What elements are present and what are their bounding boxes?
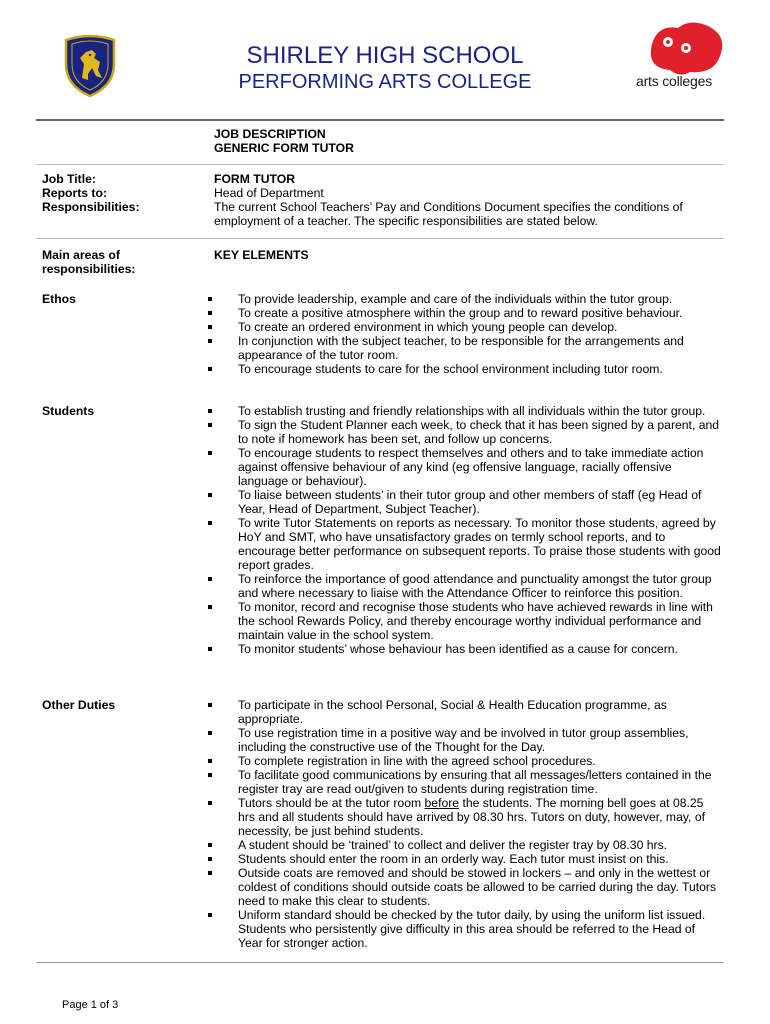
job-title-value: FORM TUTOR [214,172,296,186]
section-divider [36,164,724,165]
section-label-ethos: Ethos [42,292,76,306]
list-item: To establish trusting and friendly relationships with all individuals within the tutor group. [206,404,721,418]
list-item: Outside coats are removed and should be stowed in lockers – and only in the wettest or coldest of conditions should outside coats be allowed to be carried during the day. Tutors need to make this clear to students. [206,866,721,908]
list-item: Tutors should be at the tutor room before the students. The morning bell goes at 08.25 hrs and all students should have arrived by 08.30 hrs. Tutors on duty, however, may, of necessity, be just behind students. [206,796,721,838]
footer-divider [36,962,724,963]
logo-text: arts colleges [636,73,712,89]
bullet-icon [208,451,212,455]
key-elements-label: KEY ELEMENTS [214,248,309,262]
section-label-students: Students [42,404,95,418]
bullet-icon [208,409,212,413]
list-item: A student should be ‘trained’ to collect and deliver the register tray by 08.30 hrs. [206,838,721,852]
reports-to-value: Head of Department [214,186,324,200]
bullet-icon [208,759,212,763]
bullet-icon [208,423,212,427]
bullet-icon [208,913,212,917]
list-item: To create a positive atmosphere within the group and to reward positive behaviour. [206,306,721,320]
bullet-icon [208,297,212,301]
bullet-icon [208,871,212,875]
main-areas-label: Main areas of responsibilities: [42,248,136,276]
bullet-icon [208,703,212,707]
ethos-list [206,292,721,376]
bullet-icon [208,577,212,581]
list-item: To participate in the school Personal, Social & Health Education programme, as appropriate. [206,698,721,726]
details-labels [42,172,140,214]
bullet-icon [208,521,212,525]
bullet-icon [208,647,212,651]
bullet-icon [208,311,212,315]
bullet-icon [208,843,212,847]
list-item: To use registration time in a positive way and be involved in tutor group assemblies, including the constructive use of the Thought for the Day. [206,726,721,754]
bullet-icon [208,325,212,329]
students-list [206,404,721,656]
list-item: To sign the Student Planner each week, to check that it has been signed by a parent, and to note if homework has been set, and follow up concerns. [206,418,721,446]
section-divider [36,238,724,239]
page-number: Page 1 of 3 [62,999,119,1011]
reports-to-label: Reports to: [42,186,107,200]
job-title-label: Job Title: [42,172,96,186]
bullet-icon [208,493,212,497]
bullet-icon [208,605,212,609]
list-item: To complete registration in line with the agreed school procedures. [206,754,721,768]
list-item: To encourage students to respect themselves and others and to take immediate action against offensive behaviour of any kind (eg offensive language, racially offensive language or behaviour). [206,446,721,488]
list-item: To write Tutor Statements on reports as necessary. To monitor those students, agreed by HoY and SMT, who have unsatisfactory grades on termly school reports, and to encourage better performance on subsequent reports. To praise those students with good report grades. [206,516,721,572]
college-name: PERFORMING ARTS COLLEGE [238,71,532,93]
bullet-icon [208,801,212,805]
list-item: To liaise between students’ in their tutor group and other members of staff (eg Head of Year, Head of Department, Subject Teacher). [206,488,721,516]
other-duties-list [206,698,721,950]
list-item: Uniform standard should be checked by the tutor daily, by using the uniform list issued. Students who persistently give difficulty in this area should be referred to the Head of Year for stronger action. [206,908,721,950]
list-item: To provide leadership, example and care of the individuals within the tutor group. [206,292,721,306]
bullet-icon [208,367,212,371]
bullet-icon [208,857,212,861]
list-item: To encourage students to care for the school environment including tutor room. [206,362,721,376]
responsibilities-value: The current School Teachers’ Pay and Conditions Document specifies the conditions of employment of a teacher. The specific responsibilities are stated below. [214,200,683,228]
responsibilities-label: Responsibilities: [42,200,140,214]
document-heading [214,127,354,155]
header-divider [36,119,724,121]
list-item: Students should enter the room in an orderly way. Each tutor must insist on this. [206,852,721,866]
list-item: To facilitate good communications by ensuring that all messages/letters contained in the register tray are read out/given to students during registration time. [206,768,721,796]
bullet-icon [208,339,212,343]
bullet-icon [208,773,212,777]
details-values [214,172,724,228]
bullet-icon [208,731,212,735]
list-item: To monitor students’ whose behaviour has been identified as a cause for concern. [206,642,721,656]
school-name: SHIRLEY HIGH SCHOOL [246,42,524,69]
list-item: To create an ordered environment in which young people can develop. [206,320,721,334]
list-item: To monitor, record and recognise those students who have achieved rewards in line with the school Rewards Policy, and thereby encourage worthy individual performance and maintain value in the school system. [206,600,721,642]
list-item: To reinforce the importance of good attendance and punctuality amongst the tutor group and where necessary to liaise with the Attendance Officer to reinforce this position. [206,572,721,600]
doc-heading-line-2: GENERIC FORM TUTOR [214,141,354,155]
doc-heading-line-1: JOB DESCRIPTION [214,127,326,141]
list-item: In conjunction with the subject teacher, to be responsible for the arrangements and appearance of the tutor room. [206,334,721,362]
section-label-other-duties: Other Duties [42,698,116,712]
